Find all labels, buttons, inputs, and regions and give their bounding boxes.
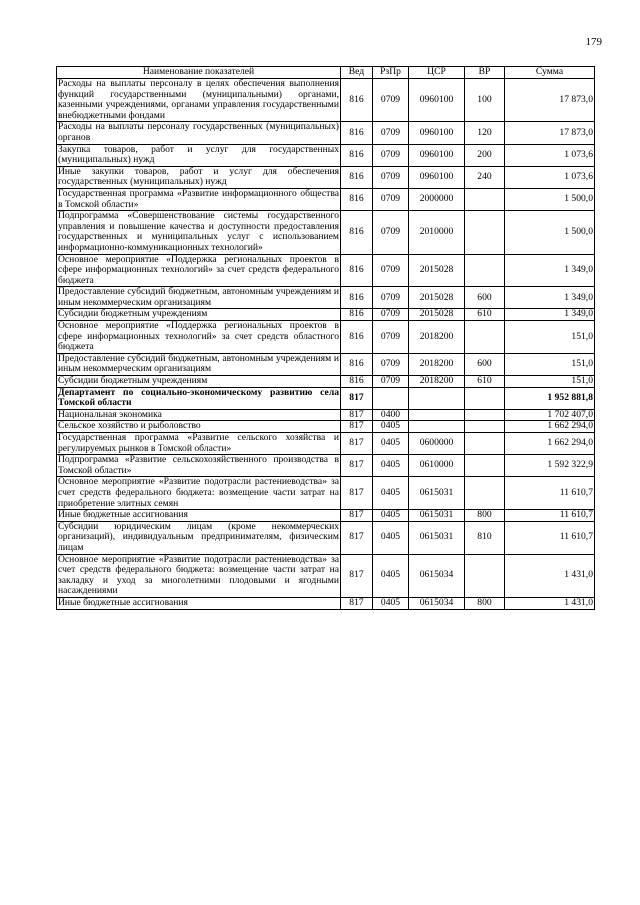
cell-rzpr: 0709 [373, 166, 409, 188]
cell-csr: 0960100 [409, 166, 465, 188]
cell-vr [465, 477, 505, 510]
cell-vr [465, 455, 505, 477]
cell-ved: 817 [341, 433, 373, 455]
cell-rzpr: 0709 [373, 353, 409, 375]
cell-name: Расходы на выплаты персоналу государственных (муниципальных) органов [58, 121, 339, 143]
table-row [57, 477, 595, 510]
cell-vr: 600 [465, 353, 505, 375]
cell-csr: 0615031 [409, 510, 465, 522]
table-row [57, 554, 595, 597]
cell-name: Расходы на выплаты персоналу в целях обеспечения выполнения функций государственными (муниципальными) органами, казенными учреждениями, органами управления государственными внебюджетными фондами [58, 78, 339, 121]
budget-table [56, 66, 595, 610]
cell-rzpr: 0709 [373, 287, 409, 309]
table-row [57, 353, 595, 375]
cell-vr [465, 433, 505, 455]
cell-rzpr: 0400 [373, 409, 409, 421]
cell-name: Иные бюджетные ассигнования [57, 510, 341, 522]
cell-ved: 816 [341, 287, 373, 309]
cell-name: Предоставление субсидий бюджетным, автономным учреждениям и иным некоммерческим организациям [58, 352, 339, 375]
cell-csr: 0610000 [409, 455, 465, 477]
cell-rzpr: 0709 [373, 376, 409, 388]
cell-sum: 17 873,0 [505, 79, 595, 122]
cell-name: Закупка товаров, работ и услуг для государственных (муниципальных) нужд [58, 143, 339, 166]
cell-csr: 2018200 [409, 353, 465, 375]
cell-ved: 817 [341, 421, 373, 433]
cell-sum: 1 662 294,0 [505, 421, 595, 433]
table-row [57, 321, 595, 354]
cell-sum: 1 500,0 [505, 211, 595, 254]
cell-sum: 1 431,0 [505, 554, 595, 597]
cell-csr [409, 421, 465, 433]
table-row [57, 421, 595, 433]
cell-vr: 610 [465, 309, 505, 321]
cell-sum: 17 873,0 [505, 122, 595, 144]
cell-sum: 1 702 407,0 [505, 409, 595, 421]
table-row [57, 254, 595, 287]
cell-rzpr: 0709 [373, 211, 409, 254]
table-row [57, 79, 595, 122]
cell-sum: 1 073,6 [505, 144, 595, 166]
table-header [57, 67, 595, 79]
cell-ved: 816 [341, 376, 373, 388]
cell-rzpr: 0709 [373, 321, 409, 354]
cell-sum: 1 662 294,0 [505, 433, 595, 455]
cell-csr: 0960100 [409, 79, 465, 122]
cell-sum: 1 073,6 [505, 166, 595, 188]
cell-rzpr: 0405 [373, 554, 409, 597]
cell-name: Подпрограмма «Совершенствование системы государственного управления и повышение качества и доступности предоставления государственных и муниципальных услуг с использованием информационно-коммуникационных технологий» [58, 210, 339, 253]
cell-csr: 2018200 [409, 321, 465, 354]
header-vr: ВР [465, 67, 505, 79]
cell-name: Сельское хозяйство и рыболовство [57, 421, 341, 433]
cell-rzpr: 0709 [373, 188, 409, 210]
cell-sum: 151,0 [505, 353, 595, 375]
cell-ved: 817 [341, 455, 373, 477]
cell-name: Иные закупки товаров, работ и услуг для обеспечения государственных (муниципальных) нужд [58, 165, 339, 188]
table-row [57, 376, 595, 388]
table-row [57, 122, 595, 144]
cell-ved: 816 [341, 254, 373, 287]
cell-ved: 817 [341, 597, 373, 609]
cell-csr: 0600000 [409, 433, 465, 455]
cell-name: Основное мероприятие «Поддержка региональных проектов в сфере информационных технологий» за счет средств областного бюджета [58, 320, 339, 353]
cell-sum: 1 349,0 [505, 309, 595, 321]
cell-rzpr: 0709 [373, 309, 409, 321]
cell-vr [465, 211, 505, 254]
cell-csr: 2010000 [409, 211, 465, 254]
header-rzpr: РзПр [373, 67, 409, 79]
cell-csr: 0960100 [409, 144, 465, 166]
table-row [57, 287, 595, 309]
cell-sum: 151,0 [505, 376, 595, 388]
cell-sum: 1 952 881,8 [505, 387, 595, 409]
table-row [57, 309, 595, 321]
cell-vr [465, 421, 505, 433]
cell-vr [465, 321, 505, 354]
table-row [57, 144, 595, 166]
cell-csr: 0615034 [409, 554, 465, 597]
cell-name: Основное мероприятие «Развитие подотрасли растениеводства» за счет средств федерального бюджета: возмещение части затрат на закладку и уход за многолетними плодовыми и ягодными насаждениями [58, 553, 339, 597]
cell-rzpr [373, 387, 409, 409]
cell-vr: 240 [465, 166, 505, 188]
cell-rzpr: 0405 [373, 477, 409, 510]
cell-vr [465, 554, 505, 597]
cell-csr: 0960100 [409, 122, 465, 144]
cell-name: Государственная программа «Развитие сельского хозяйства и регулируемых рынков в Томской области» [58, 432, 339, 454]
cell-sum: 11 610,7 [505, 521, 595, 554]
cell-ved: 817 [341, 521, 373, 554]
cell-sum: 1 349,0 [505, 254, 595, 287]
cell-ved: 816 [341, 353, 373, 375]
cell-name: Департамент по социально-экономическому развитию села Томской области [58, 386, 339, 409]
cell-rzpr: 0709 [373, 254, 409, 287]
cell-csr [409, 387, 465, 409]
cell-ved: 817 [341, 510, 373, 522]
cell-rzpr: 0709 [373, 144, 409, 166]
cell-csr: 0615034 [409, 597, 465, 609]
cell-name: Основное мероприятие «Поддержка региональных проектов в сфере информационных технологий» за счет средств федерального бюджета [58, 253, 339, 286]
cell-rzpr: 0405 [373, 510, 409, 522]
cell-sum: 1 592 322,9 [505, 455, 595, 477]
cell-vr: 600 [465, 287, 505, 309]
cell-csr: 2015028 [409, 287, 465, 309]
cell-rzpr: 0405 [373, 421, 409, 433]
cell-vr [465, 387, 505, 409]
cell-vr [465, 188, 505, 210]
table-row [57, 433, 595, 455]
cell-name: Субсидии юридическим лицам (кроме некоммерческих организаций), индивидуальным предпринимателям, физическим лицам [58, 520, 339, 553]
cell-ved: 816 [341, 122, 373, 144]
cell-name: Национальная экономика [57, 409, 341, 421]
cell-sum: 1 431,0 [505, 597, 595, 609]
table-row [57, 521, 595, 554]
cell-vr: 810 [465, 521, 505, 554]
cell-name: Государственная программа «Развитие информационного общества в Томской области» [58, 187, 339, 210]
header-ved: Вед [341, 67, 373, 79]
table-row [57, 387, 595, 409]
cell-ved: 817 [341, 409, 373, 421]
cell-vr [465, 409, 505, 421]
cell-csr: 2015028 [409, 309, 465, 321]
table-row [57, 510, 595, 522]
table-row [57, 597, 595, 609]
table-row [57, 455, 595, 477]
header-name: Наименование показателей [57, 67, 341, 79]
cell-vr: 200 [465, 144, 505, 166]
cell-vr [465, 254, 505, 287]
table-row [57, 188, 595, 210]
cell-name: Субсидии бюджетным учреждениям [57, 309, 341, 321]
table-row [57, 211, 595, 254]
cell-ved: 816 [341, 144, 373, 166]
cell-ved: 816 [341, 79, 373, 122]
cell-ved: 817 [341, 554, 373, 597]
cell-sum: 11 610,7 [505, 510, 595, 522]
cell-csr: 2000000 [409, 188, 465, 210]
cell-name: Предоставление субсидий бюджетным, автономным учреждениям и иным некоммерческим организациям [58, 286, 339, 308]
table-row [57, 409, 595, 421]
page-number: 179 [585, 36, 602, 48]
cell-ved: 816 [341, 309, 373, 321]
cell-sum: 151,0 [505, 321, 595, 354]
cell-csr: 2018200 [409, 376, 465, 388]
cell-vr: 610 [465, 376, 505, 388]
cell-vr: 800 [465, 597, 505, 609]
cell-rzpr: 0405 [373, 521, 409, 554]
cell-ved: 817 [341, 477, 373, 510]
cell-name: Основное мероприятие «Развитие подотрасли растениеводства» за счет средств федерального бюджета: возмещение части затрат на приобретение элитных семян [58, 476, 339, 509]
table-body [57, 79, 595, 610]
cell-name: Подпрограмма «Развитие сельскохозяйственного производства в Томской области» [58, 454, 339, 476]
cell-name: Иные бюджетные ассигнования [57, 597, 341, 609]
cell-csr [409, 409, 465, 421]
cell-vr: 120 [465, 122, 505, 144]
cell-sum: 1 500,0 [505, 188, 595, 210]
table-row [57, 166, 595, 188]
cell-csr: 0615031 [409, 521, 465, 554]
cell-ved: 816 [341, 211, 373, 254]
cell-rzpr: 0709 [373, 122, 409, 144]
cell-ved: 816 [341, 166, 373, 188]
cell-rzpr: 0405 [373, 433, 409, 455]
cell-sum: 11 610,7 [505, 477, 595, 510]
header-csr: ЦСР [409, 67, 465, 79]
cell-vr: 100 [465, 79, 505, 122]
cell-rzpr: 0405 [373, 455, 409, 477]
header-sum: Сумма [505, 67, 595, 79]
cell-ved: 816 [341, 188, 373, 210]
cell-rzpr: 0405 [373, 597, 409, 609]
cell-csr: 2015028 [409, 254, 465, 287]
cell-name: Субсидии бюджетным учреждениям [57, 376, 341, 388]
cell-ved: 817 [341, 387, 373, 409]
cell-rzpr: 0709 [373, 79, 409, 122]
cell-vr: 800 [465, 510, 505, 522]
cell-csr: 0615031 [409, 477, 465, 510]
cell-ved: 816 [341, 321, 373, 354]
cell-sum: 1 349,0 [505, 287, 595, 309]
